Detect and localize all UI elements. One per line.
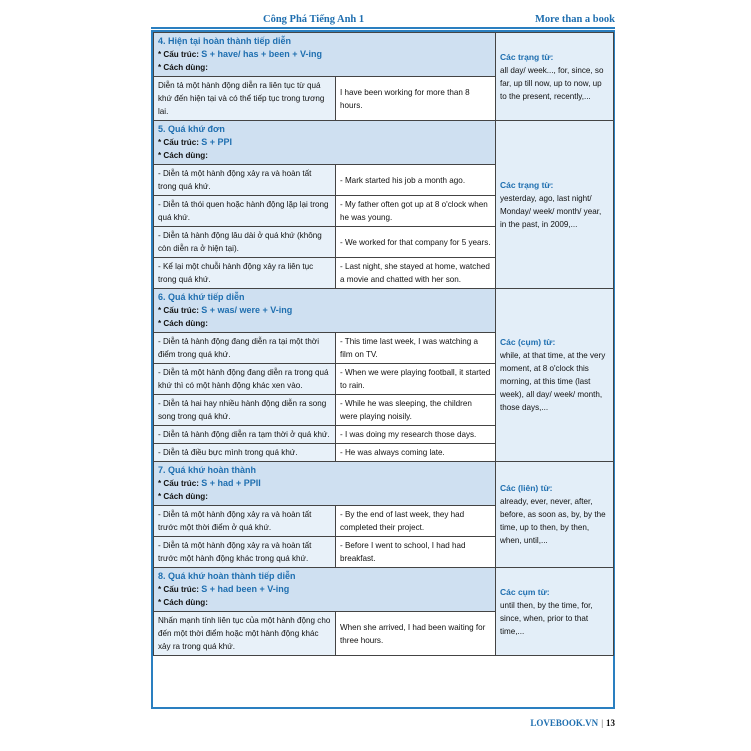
- grammar-table: [153, 32, 614, 656]
- section-header-row: [154, 121, 614, 165]
- structure-label: * Cấu trúc:: [158, 306, 199, 315]
- structure-line: [158, 477, 491, 490]
- structure-label: * Cấu trúc:: [158, 479, 199, 488]
- header-slogan: More than a book: [534, 14, 615, 25]
- section-header-row: [154, 568, 614, 612]
- structure-line: [158, 48, 491, 61]
- example-cell: - By the end of last week, they had completed their project.: [336, 506, 496, 537]
- structure-formula: S + was/ were + V-ing: [201, 305, 293, 315]
- book-title: Công Phá Tiếng Anh 1: [263, 14, 365, 25]
- usage-cell: - Diễn tả hành động lâu dài ở quá khứ (không còn diễn ra ở hiện tại).: [154, 227, 336, 258]
- usage-cell: Diễn tả một hành động diễn ra liên tục từ quá khứ đến hiện tại và có thể tiếp tục trong tương lai.: [154, 77, 336, 121]
- structure-label: * Cấu trúc:: [158, 138, 199, 147]
- section-header: [154, 568, 496, 612]
- adverbs-title: Các (cụm) từ:: [500, 337, 556, 347]
- structure-line: [158, 304, 491, 317]
- usage-cell: - Diễn tả hành động diễn ra tạm thời ở quá khứ.: [154, 426, 336, 444]
- page-number: 13: [606, 718, 615, 728]
- section-header: [154, 462, 496, 506]
- adverbs-cell: [496, 289, 614, 462]
- section-header: [154, 289, 496, 333]
- usage-label: * Cách dùng:: [158, 492, 208, 501]
- usage-label: * Cách dùng:: [158, 598, 208, 607]
- structure-formula: S + have/ has + been + V-ing: [201, 49, 322, 59]
- section-header: [154, 121, 496, 165]
- example-cell: - He was always coming late.: [336, 444, 496, 462]
- usage-label: * Cách dùng:: [158, 319, 208, 328]
- example-cell: - Mark started his job a month ago.: [336, 165, 496, 196]
- example-cell: - I was doing my research those days.: [336, 426, 496, 444]
- example-cell: When she arrived, I had been waiting for three hours.: [336, 612, 496, 656]
- section-header-row: [154, 289, 614, 333]
- adverbs-list: until then, by the time, for, since, when, prior to that time,...: [500, 600, 593, 636]
- example-cell: - Last night, she stayed at home, watched a movie and chatted with her son.: [336, 258, 496, 289]
- structure-label: * Cấu trúc:: [158, 50, 199, 59]
- page-footer: [530, 718, 615, 728]
- section-title: 5. Quá khứ đơn: [158, 124, 225, 134]
- adverbs-cell: [496, 568, 614, 656]
- adverbs-title: Các cụm từ:: [500, 586, 550, 597]
- adverbs-title: Các (liên) từ:: [500, 483, 553, 493]
- structure-line: [158, 583, 491, 596]
- structure-line: [158, 136, 491, 149]
- section-header-row: [154, 33, 614, 77]
- adverbs-cell: [496, 462, 614, 568]
- section-title: 8. Quá khứ hoàn thành tiếp diễn: [158, 571, 296, 581]
- example-cell: - Before I went to school, I had had breakfast.: [336, 537, 496, 568]
- example-cell: - My father often got up at 8 o'clock when he was young.: [336, 196, 496, 227]
- usage-label: * Cách dùng:: [158, 63, 208, 72]
- structure-label: * Cấu trúc:: [158, 585, 199, 594]
- adverbs-list: while, at that time, at the very moment, at 8 o'clock this morning, at this time (last week), all day/ week/ month, those days,...: [500, 351, 606, 412]
- example-cell: I have been working for more than 8 hours.: [336, 77, 496, 121]
- adverbs-list: yesterday, ago, last night/ Monday/ week/ month/ year, in the past, in 2009,...: [500, 193, 602, 229]
- usage-cell: - Diễn tả thói quen hoặc hành động lặp lại trong quá khứ.: [154, 196, 336, 227]
- example-cell: - While he was sleeping, the children were playing noisily.: [336, 395, 496, 426]
- structure-formula: S + PPI: [201, 137, 232, 147]
- footer-separator: |: [601, 718, 603, 728]
- structure-formula: S + had been + V-ing: [201, 584, 290, 594]
- example-cell: - We worked for that company for 5 years.: [336, 227, 496, 258]
- example-cell: - When we were playing football, it started to rain.: [336, 364, 496, 395]
- header-rule: [151, 27, 615, 29]
- adverbs-title: Các trạng từ:: [500, 51, 554, 62]
- section-title: 6. Quá khứ tiếp diễn: [158, 292, 245, 302]
- section-title: 7. Quá khứ hoàn thành: [158, 465, 257, 475]
- adverbs-list: already, ever, never, after, before, as soon as, by, by the time, up to then, by then, when, until,...: [500, 497, 606, 545]
- adverbs-cell: [496, 121, 614, 289]
- usage-cell: - Diễn tả một hành động xảy ra và hoàn tất trước một hành động khác trong quá khứ.: [154, 537, 336, 568]
- example-cell: - This time last week, I was watching a film on TV.: [336, 333, 496, 364]
- adverbs-list: all day/ week..., for, since, so far, up till now, up to now, up to the present, recently,...: [500, 65, 604, 101]
- section-header: [154, 33, 496, 77]
- usage-cell: - Diễn tả một hành động đang diễn ra trong quá khứ thì có một hành động khác xen vào.: [154, 364, 336, 395]
- usage-cell: - Diễn tả hai hay nhiều hành động diễn ra song song trong quá khứ.: [154, 395, 336, 426]
- section-header-row: [154, 462, 614, 506]
- usage-label: * Cách dùng:: [158, 151, 208, 160]
- usage-cell: - Diễn tả một hành động xảy ra và hoàn tất trong quá khứ.: [154, 165, 336, 196]
- structure-formula: S + had + PPII: [201, 478, 261, 488]
- adverbs-title: Các trạng từ:: [500, 179, 554, 190]
- footer-brand: LOVEBOOK.VN: [530, 718, 599, 728]
- usage-cell: - Diễn tả hành động đang diễn ra tại một thời điểm trong quá khứ.: [154, 333, 336, 364]
- adverbs-cell: [496, 33, 614, 121]
- usage-cell: Nhấn mạnh tính liên tục của một hành động cho đến một thời điểm hoặc một hành động khác xảy ra trong quá khứ.: [154, 612, 336, 656]
- usage-cell: - Kể lại một chuỗi hành động xảy ra liên tục trong quá khứ.: [154, 258, 336, 289]
- usage-cell: - Diễn tả một hành động xảy ra và hoàn tất trước một thời điểm ở quá khứ.: [154, 506, 336, 537]
- usage-cell: - Diễn tả điều bực mình trong quá khứ.: [154, 444, 336, 462]
- section-title: 4. Hiện tại hoàn thành tiếp diễn: [158, 36, 292, 46]
